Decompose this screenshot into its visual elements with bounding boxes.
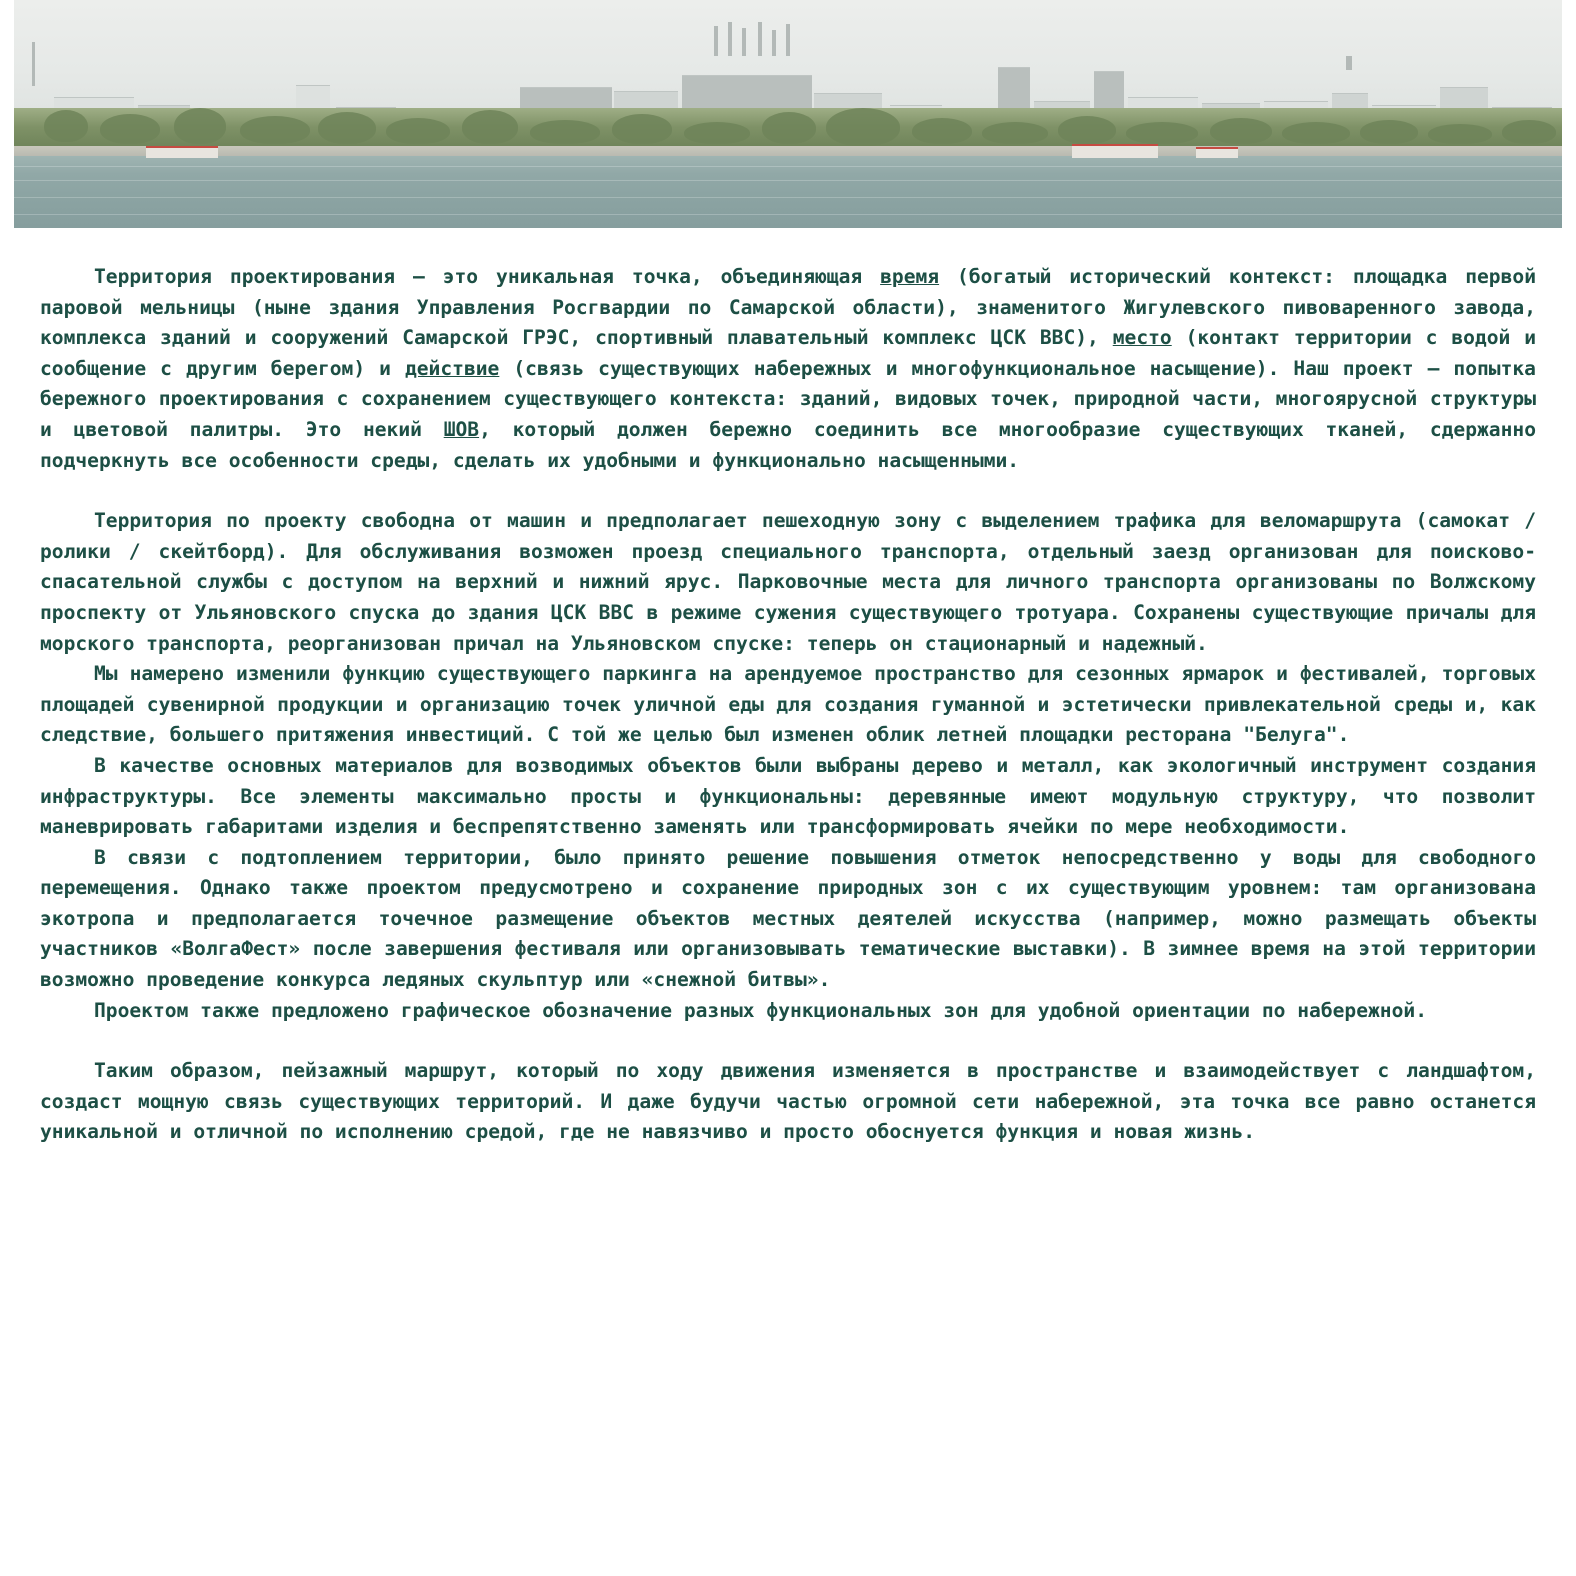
paragraph-5: В связи с подтоплением территории, было принято решение повышения отметок непосредственно у воды для свободного перемещения. Однако также проектом предусмотрено и сохранение природных зон с их существующим уровнем: там организована экотропа и предполагается точечное размещение объектов местных деятелей искусства (например, можно размещать объекты участников «ВолгаФест» после завершения фестиваля или организовывать тематические выставки). В зимнее время на этой территории возможно проведение конкурса ледяных скульптур или «снежной битвы». <box>40 845 1536 992</box>
paragraph-7: Таким образом, пейзажный маршрут, который по ходу движения изменяется в пространстве и взаимодействует с ландшафтом, создаст мощную связь существующих территорий. И даже будучи частью огромной сети набережной, эта точка все равно останется уникальной и отличной по исполнению средой, где не навязчиво и просто обоснуется функция и новая жизнь. <box>40 1059 1536 1144</box>
boat-far-right <box>1196 147 1238 158</box>
panorama-photo <box>0 0 1576 228</box>
document-body <box>0 228 1576 1158</box>
photo-left-margin <box>0 0 14 228</box>
paragraph-3: Мы намерено изменили функцию существующего паркинга на арендуемое пространство для сезонных ярмарок и фестивалей, торговых площадей сувенирной продукции и организацию точек уличной еды для создания гуманной и эстетически привлекательной среды и, как следствие, большего притяжения инвестиций. С той же целью был изменен облик летней площадки ресторана "Белуга". <box>40 662 1536 747</box>
paragraph-1: Территория проектирования – это уникальная точка, объединяющая время (богатый исторический контекст: площадка первой паровой мельницы (ныне здания Управления Росгвардии по Самарской области), знаменитого Жигулевского пивоваренного завода, комплекса зданий и сооружений Самарской ГРЭС, спортивный плавательный комплекс ЦСК ВВС), место (контакт территории с водой и сообщение с другим берегом) и действие (связь существующих набережных и многофункциональное насыщение). Наш проект – попытка бережного проектирования с сохранением существующего контекста: зданий, видовых точек, природной части, многоярусной структуры и цветовой палитры. Это некий ШОВ, который должен бережно соединить все многообразие существующих тканей, сдержанно подчеркнуть все особенности среды, сделать их удобными и функционально насыщенными. <box>40 265 1536 472</box>
paragraph-4: В качестве основных материалов для возводимых объектов были выбраны дерево и металл, как экологичный инструмент создания инфраструктуры. Все элементы максимально просты и функциональны: деревянные имеют модульную структуру, что позволит маневрировать габаритами изделия и беспрепятственно заменять или трансформировать ячейки по мере необходимости. <box>40 753 1536 839</box>
paragraph-2: Территория по проекту свободна от машин и предполагает пешеходную зону с выделением трафика для веломаршрута (самокат / ролики / скейтборд). Для обслуживания возможен проезд специального транспорта, отдельный заезд организован для поисково-спасательной службы с доступом на верхний и нижний ярус. Парковочные места для личного транспорта организованы по Волжскому проспекту от Ульяновского спуска до здания ЦСК ВВС в режиме сужения существующего тротуара. Сохранены существующие причалы для морского транспорта, реорганизован причал на Ульяновском спуске: теперь он стационарный и надежный. <box>40 509 1536 655</box>
river-water <box>14 156 1562 228</box>
tree-line <box>14 108 1562 150</box>
paragraph-6: Проектом также предложено графическое обозначение разных функциональных зон для удобной ориентации по набережной. <box>94 998 1427 1022</box>
boat-right <box>1072 144 1158 158</box>
photo-right-margin <box>1562 0 1576 228</box>
boat-left <box>146 146 218 158</box>
